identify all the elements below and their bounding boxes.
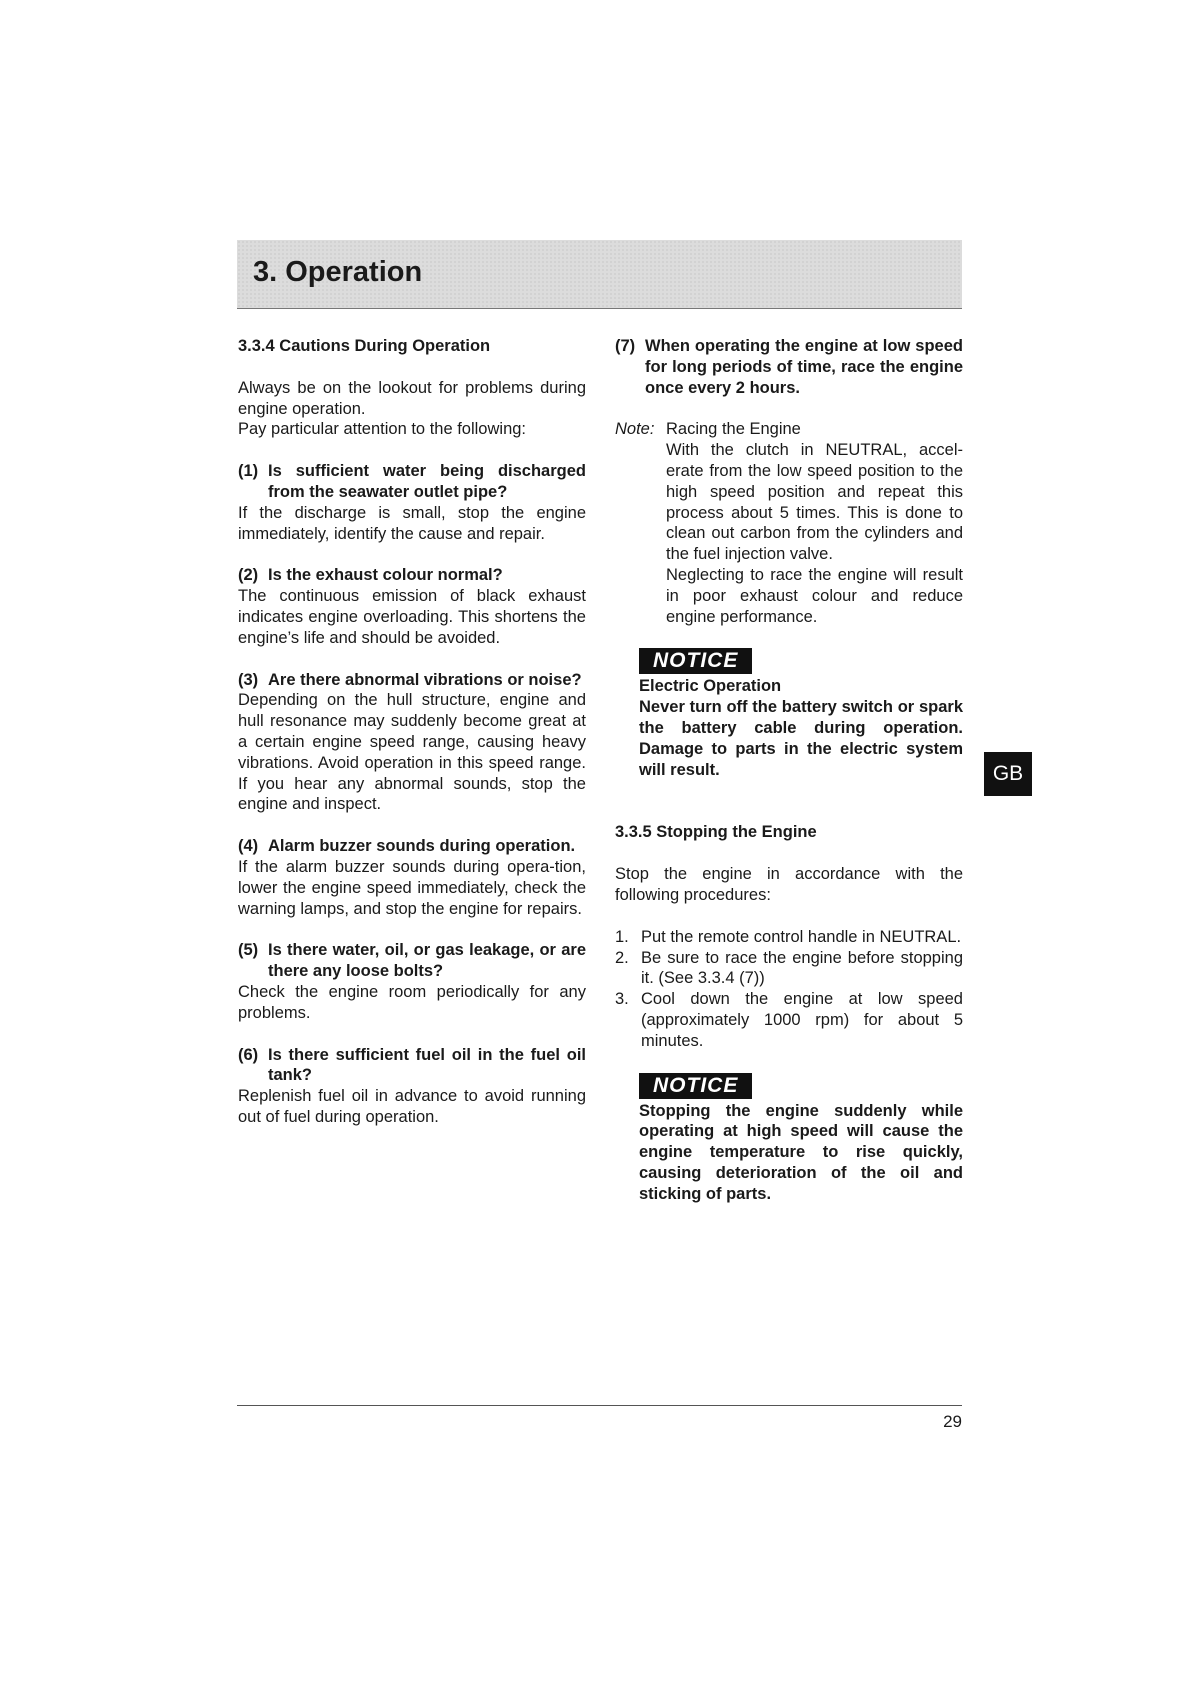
note-text-2: Neglecting to race the engine will result in poor exhaust colour and reduce engine performance.	[666, 565, 963, 626]
caution-answer: Check the engine room periodically for any problems.	[238, 982, 586, 1022]
step-number: 3.	[615, 990, 629, 1009]
caution-item-3	[238, 670, 586, 816]
caution-answer: If the alarm buzzer sounds during opera-tion, lower the engine speed immediately, check the warning lamps, and stop the engine for repairs.	[238, 857, 586, 918]
caution-number: (2)	[238, 566, 259, 585]
caution-question	[238, 461, 586, 503]
caution-question-text: Is the exhaust colour normal?	[268, 566, 503, 585]
section-title-3-3-4: 3.3.4 Cautions During Operation	[238, 337, 491, 355]
notice-electric-operation	[639, 648, 963, 780]
caution-number: (7)	[615, 337, 636, 355]
caution-question	[238, 565, 586, 586]
list-item	[615, 948, 963, 990]
caution-item-4	[238, 836, 586, 919]
caution-question	[238, 836, 586, 857]
caution-item-5	[238, 940, 586, 1023]
note-heading: Racing the Engine	[666, 420, 801, 439]
caution-question	[238, 1045, 586, 1087]
stop-intro: Stop the engine in accordance with the following procedures:	[615, 865, 963, 904]
right-column	[615, 336, 963, 1205]
list-item	[615, 927, 963, 948]
caution-question-text: Alarm buzzer sounds during operation.	[268, 837, 576, 856]
caution-question-text: Is there water, oil, or gas leakage, or are there any loose bolts?	[268, 941, 586, 981]
step-text: Cool down the engine at low speed (approximately 1000 rpm) for about 5 minutes.	[641, 990, 963, 1050]
notice-badge: NOTICE	[639, 648, 752, 674]
chapter-header	[237, 240, 962, 309]
list-item	[615, 989, 963, 1051]
caution-item-2	[238, 565, 586, 648]
note-racing-engine	[615, 419, 963, 627]
notice-badge: NOTICE	[639, 1073, 752, 1099]
caution-question-text: Is there sufficient fuel oil in the fuel oil tank?	[268, 1045, 586, 1085]
intro-text: Always be on the lookout for problems during engine operation.	[238, 378, 586, 418]
chapter-title: 3. Operation	[253, 256, 423, 288]
caution-item-7	[615, 336, 963, 398]
caution-question	[238, 670, 586, 691]
caution-item-6	[238, 1045, 586, 1128]
caution-number: (5)	[238, 941, 259, 960]
section-title-3-3-5: 3.3.5 Stopping the Engine	[615, 823, 817, 842]
notice-title: Electric Operation	[639, 677, 782, 696]
notice-text: Stopping the engine suddenly while operating at high speed will cause the engine temperature to rise quickly, causing deterioration of the oil and sticking of parts.	[639, 1101, 963, 1203]
notice-text: Never turn off the battery switch or spark the battery cable during operation. Damage to parts in the electric system will result.	[639, 698, 963, 779]
caution-question-text: When operating the engine at low speed for long periods of time, race the engine once every 2 hours.	[645, 337, 963, 397]
caution-answer: Depending on the hull structure, engine and hull resonance may suddenly become great at a certain engine speed range, causing heavy vibrations. Avoid operation in this speed range. If you hear any abnormal sounds, stop the engine and inspect.	[238, 691, 586, 814]
left-column	[238, 336, 586, 1128]
caution-answer: The continuous emission of black exhaust indicates engine overloading. This shortens the engine’s life and should be avoided.	[238, 587, 586, 647]
language-tab-gb: GB	[984, 752, 1032, 796]
page-number: 29	[943, 1412, 962, 1431]
caution-question-text: Are there abnormal vibrations or noise?	[268, 670, 582, 689]
caution-item-1	[238, 461, 586, 544]
caution-number: (4)	[238, 837, 259, 856]
notice-stopping-engine	[639, 1073, 963, 1205]
caution-number: (6)	[238, 1045, 259, 1064]
caution-answer: If the discharge is small, stop the engine immediately, identify the cause and repair.	[238, 503, 586, 543]
caution-number: (1)	[238, 462, 259, 481]
intro-text-2: Pay particular attention to the following:	[238, 420, 527, 439]
step-text: Be sure to race the engine before stopping it. (See 3.3.4 (7))	[641, 948, 963, 988]
caution-question	[238, 940, 586, 982]
stop-procedure-list	[615, 927, 963, 1052]
caution-number: (3)	[238, 670, 259, 689]
step-number: 1.	[615, 927, 629, 946]
caution-question-text: Is sufficient water being discharged from the seawater outlet pipe?	[268, 462, 586, 501]
step-text: Put the remote control handle in NEUTRAL.	[641, 927, 962, 946]
footer-divider	[237, 1405, 962, 1406]
note-label: Note:	[615, 420, 655, 439]
caution-answer: Replenish fuel oil in advance to avoid running out of fuel during operation.	[238, 1087, 586, 1126]
note-text: With the clutch in NEUTRAL, accel-erate from the low speed position to the high speed position and repeat this process about 5 times. This is done to clean out carbon from the cylinders and the fuel injection valve.	[666, 441, 963, 564]
step-number: 2.	[615, 948, 629, 967]
